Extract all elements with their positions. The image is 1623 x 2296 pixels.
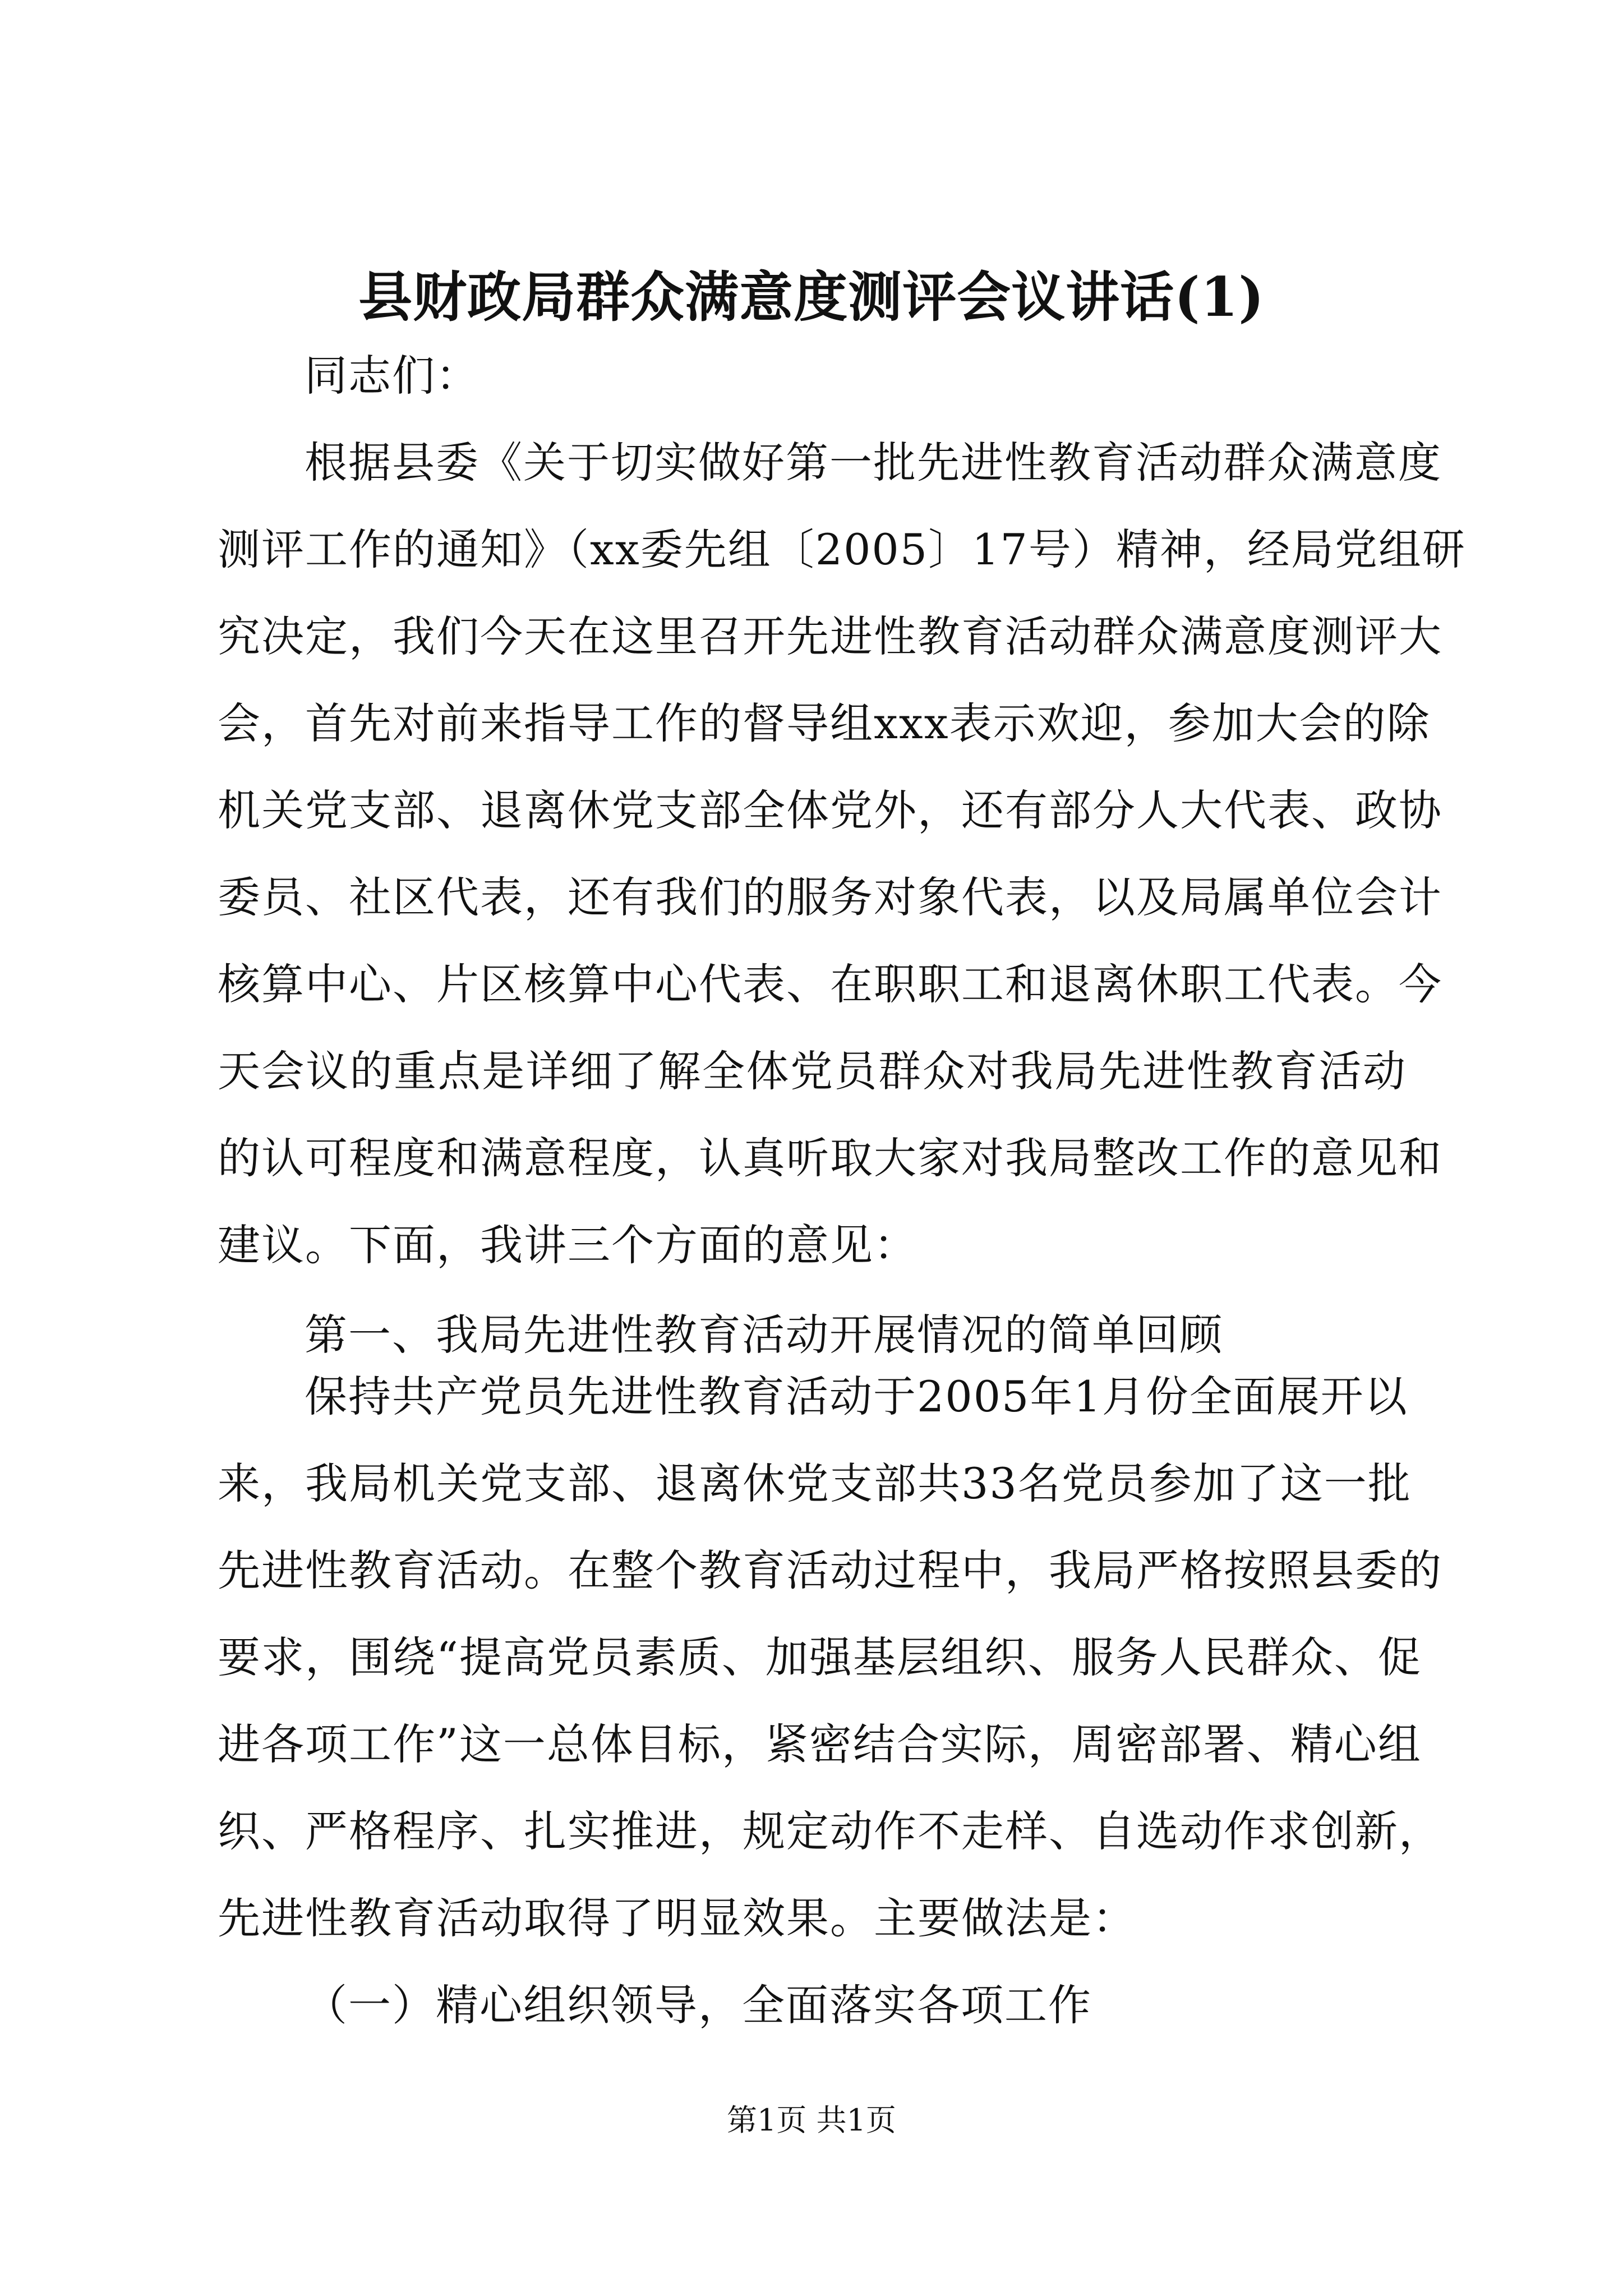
paragraph-line: 委员、社区代表，还有我们的服务对象代表，以及局属单位会计 [218, 872, 1442, 922]
paragraph-line: 要求，围绕“提高党员素质、加强基层组织、服务人民群众、促 [218, 1632, 1422, 1682]
paragraph-line: 织、严格程序、扎实推进，规定动作不走样、自选动作求创新， [218, 1806, 1442, 1856]
paragraph-line: 机关党支部、退离休党支部全体党外，还有部分人大代表、政协 [218, 785, 1442, 835]
paragraph-line: 先进性教育活动取得了明显效果。主要做法是： [218, 1893, 1136, 1943]
paragraph-line: 究决定，我们今天在这里召开先进性教育活动群众满意度测评大 [218, 611, 1442, 661]
salutation: 同志们： [305, 351, 479, 401]
section-heading: 第一、我局先进性教育活动开展情况的简单回顾 [305, 1310, 1223, 1360]
paragraph-line: 的认可程度和满意程度，认真听取大家对我局整改工作的意见和 [218, 1133, 1442, 1183]
paragraph-line: 进各项工作”这一总体目标，紧密结合实际，周密部署、精心组 [218, 1719, 1422, 1769]
paragraph-line: 天会议的重点是详细了解全体党员群众对我局先进性教育活动 [218, 1046, 1407, 1096]
paragraph-line: 保持共产党员先进性教育活动于2005年1月份全面展开以 [305, 1372, 1408, 1421]
subsection-heading: （一）精心组织领导，全面落实各项工作 [305, 1980, 1092, 2030]
paragraph-line: 会，首先对前来指导工作的督导组xxx表示欢迎，参加大会的除 [218, 698, 1431, 748]
paragraph-line: 建议。下面，我讲三个方面的意见： [218, 1220, 917, 1270]
paragraph-line: 测评工作的通知》（xx委先组〔2005〕17号）精神，经局党组研 [218, 524, 1466, 574]
paragraph-line: 核算中心、片区核算中心代表、在职职工和退离休职工代表。今 [218, 959, 1442, 1009]
paragraph-line: 根据县委《关于切实做好第一批先进性教育活动群众满意度 [305, 438, 1442, 487]
document-title: 县财政局群众满意度测评会议讲话(1) [358, 265, 1265, 329]
paragraph-line: 先进性教育活动。在整个教育活动过程中，我局严格按照县委的 [218, 1545, 1442, 1595]
paragraph-line: 来，我局机关党支部、退离休党支部共33名党员参加了这一批 [218, 1458, 1412, 1508]
page-number-footer: 第1页 共1页 [727, 2102, 896, 2138]
